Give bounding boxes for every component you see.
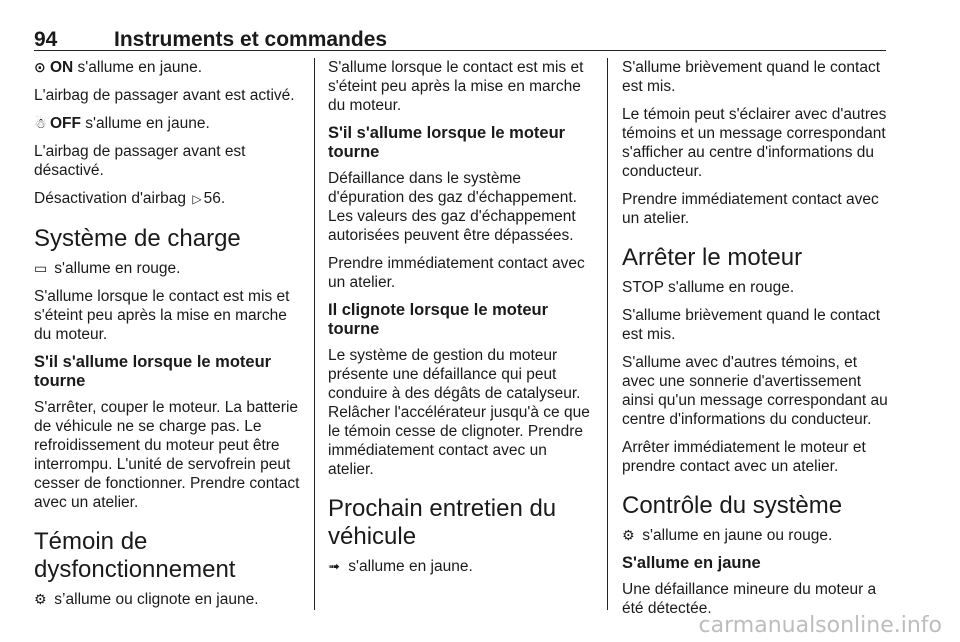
service-line (328, 557, 592, 576)
charge-heading: Système de charge (34, 225, 241, 252)
column-1 (34, 58, 302, 618)
airbag-on-line (34, 58, 302, 77)
col3-intro2: Le témoin peut s'éclairer avec d'autres témoins et un message correspondant s'afficher au centre d'informations du conducteur. (622, 106, 887, 180)
yellow-desc: Une défaillance mineure du moteur a été détectée. (622, 581, 877, 617)
column-2 (328, 58, 592, 585)
charge-desc: S'allume lorsque le contact est mis et s'éteint peu après la mise en marche du moteur. (34, 288, 290, 343)
malfunction-line (34, 590, 302, 609)
check-heading: Contrôle du système (622, 492, 843, 519)
col3-intro1: S'allume brièvement quand le contact est mis. (622, 59, 880, 95)
malfunction-heading: Témoin de dysfonctionnement (34, 528, 236, 583)
wrench-icon: ➟ (328, 558, 340, 574)
check-text: s'allume en jaune ou rouge. (638, 527, 833, 544)
airbag-on-label: ON (50, 59, 74, 76)
stop-text: STOP s'allume en rouge. (622, 279, 795, 296)
airbag-off-icon: ☃ (34, 115, 47, 131)
battery-icon: ▭ (34, 260, 48, 276)
sub1-desc1: Défaillance dans le système d'épuration des gaz d'échappement. Les valeurs des gaz d'échappement autorisées peuvent être dépassées. (328, 170, 577, 244)
page-title: Instruments et commandes (114, 28, 388, 51)
sub2-heading: Il clignote lorsque le moteur tourne (328, 301, 549, 338)
service-heading: Prochain entretien du véhicule (328, 495, 557, 550)
sub1-heading: S'il s'allume lorsque le moteur tourne (328, 124, 566, 161)
sub1-desc2: Prendre immédiatement contact avec un atelier. (328, 255, 585, 291)
charge-line (34, 259, 302, 278)
page-header (34, 8, 886, 51)
service-text: s'allume en jaune. (344, 558, 473, 575)
column-divider (607, 58, 608, 610)
page-reference-icon: ▷ (192, 192, 202, 206)
airbag-off-label: OFF (50, 115, 81, 132)
column-3 (622, 58, 888, 627)
stop-heading: Arrêter le moteur (622, 244, 803, 271)
deactivation-text: Désactivation d'airbag (34, 190, 187, 207)
airbag-off-line (34, 114, 302, 133)
check-line (622, 526, 888, 545)
engine-icon: ⚙ (622, 527, 635, 543)
airbag-on-icon: ⊙ (34, 59, 46, 75)
airbag-off-desc: L'airbag de passager avant est désactivé. (34, 143, 246, 179)
yellow-heading: S'allume en jaune (622, 554, 761, 572)
engine-icon: ⚙ (34, 591, 47, 607)
airbag-on-text: s'allume en jaune. (73, 59, 203, 76)
col2-intro: S'allume lorsque le contact est mis et s'éteint peu après la mise en marche du moteur. (328, 59, 584, 114)
stop-desc3: Arrêter immédiatement le moteur et prendre contact avec un atelier. (622, 439, 866, 475)
charge-text: s'allume en rouge. (50, 260, 181, 277)
stop-desc1: S'allume brièvement quand le contact est mis. (622, 307, 880, 343)
sub2-desc: Le système de gestion du moteur présente une défaillance qui peut conduire à des dégâts de catalyseur. Relâcher l'accélérateur jusqu'à ce que le témoin cesse de clignoter. Prendre immédiatement contact avec un atelier. (328, 347, 590, 478)
malfunction-text: s’allume ou clignote en jaune. (50, 591, 259, 608)
deactivation-line (34, 189, 302, 209)
airbag-on-desc: L'airbag de passager avant est activé. (34, 87, 295, 104)
stop-desc2: S'allume avec d'autres témoins, et avec une sonnerie d'avertissement ainsi qu'un message correspondant au centre d'informations du conducteur. (622, 354, 888, 428)
airbag-off-text: s'allume en jaune. (81, 115, 210, 132)
charge-sub-heading: S'il s'allume lorsque le moteur tourne (34, 353, 272, 390)
charge-sub-desc: S'arrêter, couper le moteur. La batterie de véhicule ne se charge pas. Le refroidissement du moteur peut être interrompu. L'unité de servofrein peut cesser de fonctionner. Prendre contact avec un atelier. (34, 399, 300, 511)
watermark: carmanualsonline.info (698, 613, 942, 638)
column-divider (314, 58, 315, 610)
page-number: 94 (34, 28, 58, 51)
col3-intro3: Prendre immédiatement contact avec un atelier. (622, 191, 879, 227)
deactivation-page-ref[interactable]: 56. (203, 190, 226, 207)
